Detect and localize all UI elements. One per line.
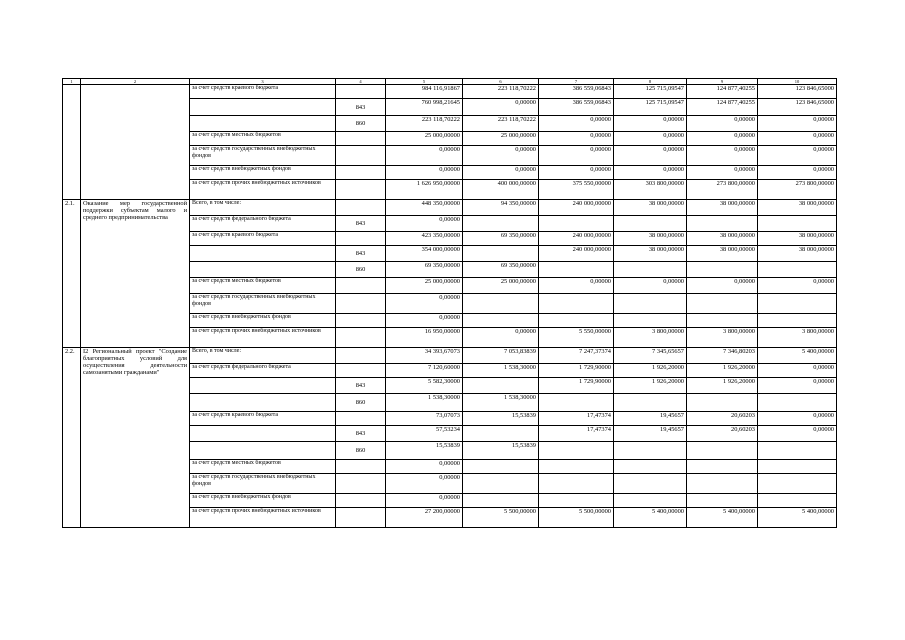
budget-code: [336, 328, 386, 348]
budget-code: [336, 278, 386, 294]
amount-cell: [758, 394, 837, 412]
amount-cell: 0,00000: [758, 116, 837, 132]
funding-source: за счет средств краевого бюджета: [190, 232, 336, 246]
amount-cell: 7 345,65657: [614, 348, 687, 364]
amount-cell: 38 000,00000: [614, 200, 687, 216]
amount-cell: 0,00000: [758, 412, 837, 426]
amount-cell: 69 350,00000: [463, 262, 539, 278]
amount-cell: [539, 294, 614, 314]
amount-cell: 0,00000: [386, 460, 463, 474]
budget-code: [336, 180, 386, 200]
funding-source: за счет средств внебюджетных фондов: [190, 494, 336, 508]
funding-source: за счет средств прочих внебюджетных источников: [190, 328, 336, 348]
budget-code: [336, 474, 386, 494]
column-number: 1: [63, 79, 81, 85]
amount-cell: [614, 442, 687, 460]
amount-cell: 38 000,00000: [687, 232, 758, 246]
funding-source: за счет средств краевого бюджета: [190, 85, 336, 99]
amount-cell: 7 346,80203: [687, 348, 758, 364]
amount-cell: [463, 314, 539, 328]
amount-cell: 0,00000: [539, 146, 614, 166]
amount-cell: 0,00000: [687, 132, 758, 146]
column-number: 3: [190, 79, 336, 85]
budget-code: 843: [336, 426, 386, 442]
amount-cell: [758, 216, 837, 232]
amount-cell: 0,00000: [539, 278, 614, 294]
amount-cell: [614, 494, 687, 508]
funding-source: за счет средств федерального бюджета: [190, 216, 336, 232]
budget-code: [336, 460, 386, 474]
amount-cell: 0,00000: [386, 294, 463, 314]
funding-source: [190, 99, 336, 116]
funding-source: [190, 378, 336, 394]
amount-cell: 0,00000: [758, 364, 837, 378]
amount-cell: 19,45657: [614, 412, 687, 426]
amount-cell: 5 500,00000: [539, 508, 614, 528]
amount-cell: 25 000,00000: [463, 132, 539, 146]
budget-code: 860: [336, 262, 386, 278]
amount-cell: [539, 394, 614, 412]
amount-cell: 1 538,30000: [463, 394, 539, 412]
amount-cell: [539, 216, 614, 232]
amount-cell: 123 846,65000: [758, 85, 837, 99]
amount-cell: [539, 474, 614, 494]
amount-cell: 1 538,30000: [386, 394, 463, 412]
amount-cell: [614, 394, 687, 412]
amount-cell: 354 000,00000: [386, 246, 463, 262]
amount-cell: [539, 442, 614, 460]
amount-cell: 69 350,00000: [386, 262, 463, 278]
amount-cell: 240 000,00000: [539, 200, 614, 216]
budget-code: 843: [336, 216, 386, 232]
amount-cell: [758, 494, 837, 508]
amount-cell: 5 400,00000: [687, 508, 758, 528]
funding-source: [190, 246, 336, 262]
amount-cell: 125 715,09547: [614, 99, 687, 116]
amount-cell: 0,00000: [539, 166, 614, 180]
amount-cell: 20,60203: [687, 426, 758, 442]
amount-cell: [687, 314, 758, 328]
funding-source: Всего, в том числе:: [190, 348, 336, 364]
amount-cell: [758, 460, 837, 474]
section-name: I2 Региональный проект "Создание благоприятных условий для осуществления деятельности самозанятыми гражданами": [81, 348, 190, 528]
amount-cell: 38 000,00000: [758, 246, 837, 262]
amount-cell: 38 000,00000: [614, 246, 687, 262]
budget-code: 860: [336, 394, 386, 412]
amount-cell: 1 926,20000: [687, 378, 758, 394]
amount-cell: [463, 474, 539, 494]
amount-cell: 448 350,00000: [386, 200, 463, 216]
column-number: 9: [687, 79, 758, 85]
funding-source: за счет средств местных бюджетов: [190, 460, 336, 474]
amount-cell: 7 053,83839: [463, 348, 539, 364]
budget-code: [336, 508, 386, 528]
amount-cell: [687, 494, 758, 508]
amount-cell: [687, 216, 758, 232]
amount-cell: 0,00000: [463, 146, 539, 166]
amount-cell: 15,53839: [463, 442, 539, 460]
amount-cell: 375 550,00000: [539, 180, 614, 200]
funding-source: [190, 426, 336, 442]
amount-cell: 0,00000: [386, 314, 463, 328]
amount-cell: [539, 314, 614, 328]
funding-source: за счет средств местных бюджетов: [190, 278, 336, 294]
amount-cell: 69 350,00000: [463, 232, 539, 246]
amount-cell: [687, 394, 758, 412]
amount-cell: [687, 294, 758, 314]
amount-cell: 27 200,00000: [386, 508, 463, 528]
funding-source: за счет средств местных бюджетов: [190, 132, 336, 146]
amount-cell: [539, 262, 614, 278]
table-row: [63, 200, 837, 216]
funding-source: за счет средств государственных внебюджетных фондов: [190, 294, 336, 314]
budget-code: [336, 132, 386, 146]
amount-cell: 223 118,70222: [386, 116, 463, 132]
section-name: [81, 85, 190, 200]
amount-cell: [463, 460, 539, 474]
amount-cell: [614, 216, 687, 232]
amount-cell: 94 350,00000: [463, 200, 539, 216]
amount-cell: 15,53839: [386, 442, 463, 460]
section-number: 2.1.: [63, 200, 81, 348]
amount-cell: 34 393,67073: [386, 348, 463, 364]
funding-source: за счет средств государственных внебюджетных фондов: [190, 474, 336, 494]
amount-cell: [687, 262, 758, 278]
column-number: 8: [614, 79, 687, 85]
funding-source: [190, 442, 336, 460]
table-row: [63, 348, 837, 364]
amount-cell: 223 118,70222: [463, 116, 539, 132]
amount-cell: [758, 442, 837, 460]
funding-source: [190, 116, 336, 132]
funding-source: за счет средств государственных внебюджетных фондов: [190, 146, 336, 166]
amount-cell: 5 500,00000: [463, 508, 539, 528]
amount-cell: 0,00000: [463, 99, 539, 116]
column-number: 6: [463, 79, 539, 85]
amount-cell: 0,00000: [758, 146, 837, 166]
section-number: 2.2.: [63, 348, 81, 528]
amount-cell: [463, 426, 539, 442]
budget-code: [336, 232, 386, 246]
amount-cell: 19,45657: [614, 426, 687, 442]
section-name: Оказание мер государственной поддержки субъектам малого и среднего предпринимательства: [81, 200, 190, 348]
funding-source: за счет средств внебюджетных фондов: [190, 314, 336, 328]
amount-cell: 17,47374: [539, 426, 614, 442]
budget-code: [336, 348, 386, 364]
amount-cell: 273 800,00000: [687, 180, 758, 200]
budget-code: 843: [336, 246, 386, 262]
budget-code: [336, 200, 386, 216]
amount-cell: 0,00000: [614, 166, 687, 180]
column-number: 7: [539, 79, 614, 85]
amount-cell: 125 715,09547: [614, 85, 687, 99]
amount-cell: [539, 494, 614, 508]
table-row: [63, 85, 837, 99]
amount-cell: 16 950,00000: [386, 328, 463, 348]
amount-cell: [614, 474, 687, 494]
column-number: 5: [386, 79, 463, 85]
funding-source: за счет средств внебюджетных фондов: [190, 166, 336, 180]
amount-cell: 0,00000: [463, 166, 539, 180]
amount-cell: 0,00000: [687, 146, 758, 166]
amount-cell: 123 846,65000: [758, 99, 837, 116]
amount-cell: 303 800,00000: [614, 180, 687, 200]
amount-cell: 20,60203: [687, 412, 758, 426]
amount-cell: 7 120,60000: [386, 364, 463, 378]
amount-cell: 1 538,30000: [463, 364, 539, 378]
amount-cell: 25 000,00000: [463, 278, 539, 294]
amount-cell: 15,53839: [463, 412, 539, 426]
funding-source: [190, 394, 336, 412]
amount-cell: 1 926,20000: [614, 378, 687, 394]
amount-cell: [614, 460, 687, 474]
budget-code: 860: [336, 442, 386, 460]
budget-code: 843: [336, 378, 386, 394]
budget-table: [62, 78, 837, 528]
amount-cell: 984 116,91867: [386, 85, 463, 99]
budget-code: [336, 146, 386, 166]
amount-cell: 0,00000: [386, 216, 463, 232]
amount-cell: 0,00000: [614, 146, 687, 166]
amount-cell: 5 550,00000: [539, 328, 614, 348]
funding-source: [190, 262, 336, 278]
amount-cell: 0,00000: [758, 278, 837, 294]
amount-cell: 1 729,90000: [539, 378, 614, 394]
amount-cell: 0,00000: [386, 494, 463, 508]
column-number: 10: [758, 79, 837, 85]
amount-cell: 38 000,00000: [758, 232, 837, 246]
amount-cell: [539, 460, 614, 474]
budget-code: [336, 494, 386, 508]
amount-cell: 25 000,00000: [386, 278, 463, 294]
column-number: 4: [336, 79, 386, 85]
amount-cell: 400 000,00000: [463, 180, 539, 200]
amount-cell: 5 400,00000: [614, 508, 687, 528]
budget-code: [336, 166, 386, 180]
amount-cell: 273 800,00000: [758, 180, 837, 200]
amount-cell: 1 626 950,00000: [386, 180, 463, 200]
budget-code: [336, 364, 386, 378]
funding-source: за счет средств прочих внебюджетных источников: [190, 508, 336, 528]
amount-cell: 3 800,00000: [614, 328, 687, 348]
amount-cell: [758, 474, 837, 494]
amount-cell: [614, 314, 687, 328]
budget-code: [336, 294, 386, 314]
amount-cell: [758, 294, 837, 314]
amount-cell: 17,47374: [539, 412, 614, 426]
amount-cell: 223 118,70222: [463, 85, 539, 99]
column-number: 2: [81, 79, 190, 85]
amount-cell: [687, 460, 758, 474]
amount-cell: 760 998,21645: [386, 99, 463, 116]
amount-cell: [614, 294, 687, 314]
amount-cell: 7 247,37374: [539, 348, 614, 364]
amount-cell: 5 400,00000: [758, 348, 837, 364]
funding-source: Всего, в том числе:: [190, 200, 336, 216]
funding-source: за счет средств федерального бюджета: [190, 364, 336, 378]
amount-cell: 0,00000: [758, 166, 837, 180]
amount-cell: 124 877,40255: [687, 99, 758, 116]
amount-cell: 124 877,40255: [687, 85, 758, 99]
amount-cell: [758, 314, 837, 328]
amount-cell: [463, 494, 539, 508]
amount-cell: 240 000,00000: [539, 246, 614, 262]
amount-cell: 0,00000: [386, 146, 463, 166]
amount-cell: 38 000,00000: [614, 232, 687, 246]
amount-cell: 240 000,00000: [539, 232, 614, 246]
amount-cell: 0,00000: [463, 328, 539, 348]
amount-cell: 1 926,20000: [687, 364, 758, 378]
amount-cell: 3 800,00000: [687, 328, 758, 348]
amount-cell: 1 926,20000: [614, 364, 687, 378]
amount-cell: 1 729,90000: [539, 364, 614, 378]
amount-cell: 0,00000: [614, 278, 687, 294]
funding-source: за счет средств краевого бюджета: [190, 412, 336, 426]
amount-cell: 0,00000: [687, 116, 758, 132]
amount-cell: [463, 216, 539, 232]
amount-cell: 73,07073: [386, 412, 463, 426]
amount-cell: 5 582,30000: [386, 378, 463, 394]
amount-cell: 38 000,00000: [758, 200, 837, 216]
budget-code: [336, 314, 386, 328]
amount-cell: [687, 474, 758, 494]
amount-cell: 0,00000: [614, 132, 687, 146]
amount-cell: 0,00000: [758, 426, 837, 442]
amount-cell: 38 000,00000: [687, 246, 758, 262]
amount-cell: 0,00000: [614, 116, 687, 132]
budget-code: [336, 412, 386, 426]
section-number: [63, 85, 81, 200]
amount-cell: 386 559,06843: [539, 85, 614, 99]
amount-cell: [687, 442, 758, 460]
amount-cell: 0,00000: [386, 166, 463, 180]
amount-cell: 5 400,00000: [758, 508, 837, 528]
amount-cell: 0,00000: [539, 116, 614, 132]
amount-cell: 0,00000: [687, 166, 758, 180]
amount-cell: 386 559,06843: [539, 99, 614, 116]
amount-cell: [463, 378, 539, 394]
budget-code: 843: [336, 99, 386, 116]
amount-cell: 0,00000: [539, 132, 614, 146]
amount-cell: 25 000,00000: [386, 132, 463, 146]
amount-cell: 0,00000: [386, 474, 463, 494]
amount-cell: 0,00000: [687, 278, 758, 294]
amount-cell: [614, 262, 687, 278]
budget-code: 860: [336, 116, 386, 132]
amount-cell: 0,00000: [758, 132, 837, 146]
amount-cell: [463, 246, 539, 262]
amount-cell: 57,53234: [386, 426, 463, 442]
amount-cell: 0,00000: [758, 378, 837, 394]
amount-cell: 3 800,00000: [758, 328, 837, 348]
amount-cell: [463, 294, 539, 314]
amount-cell: [758, 262, 837, 278]
budget-code: [336, 85, 386, 99]
amount-cell: 423 350,00000: [386, 232, 463, 246]
funding-source: за счет средств прочих внебюджетных источников: [190, 180, 336, 200]
amount-cell: 38 000,00000: [687, 200, 758, 216]
